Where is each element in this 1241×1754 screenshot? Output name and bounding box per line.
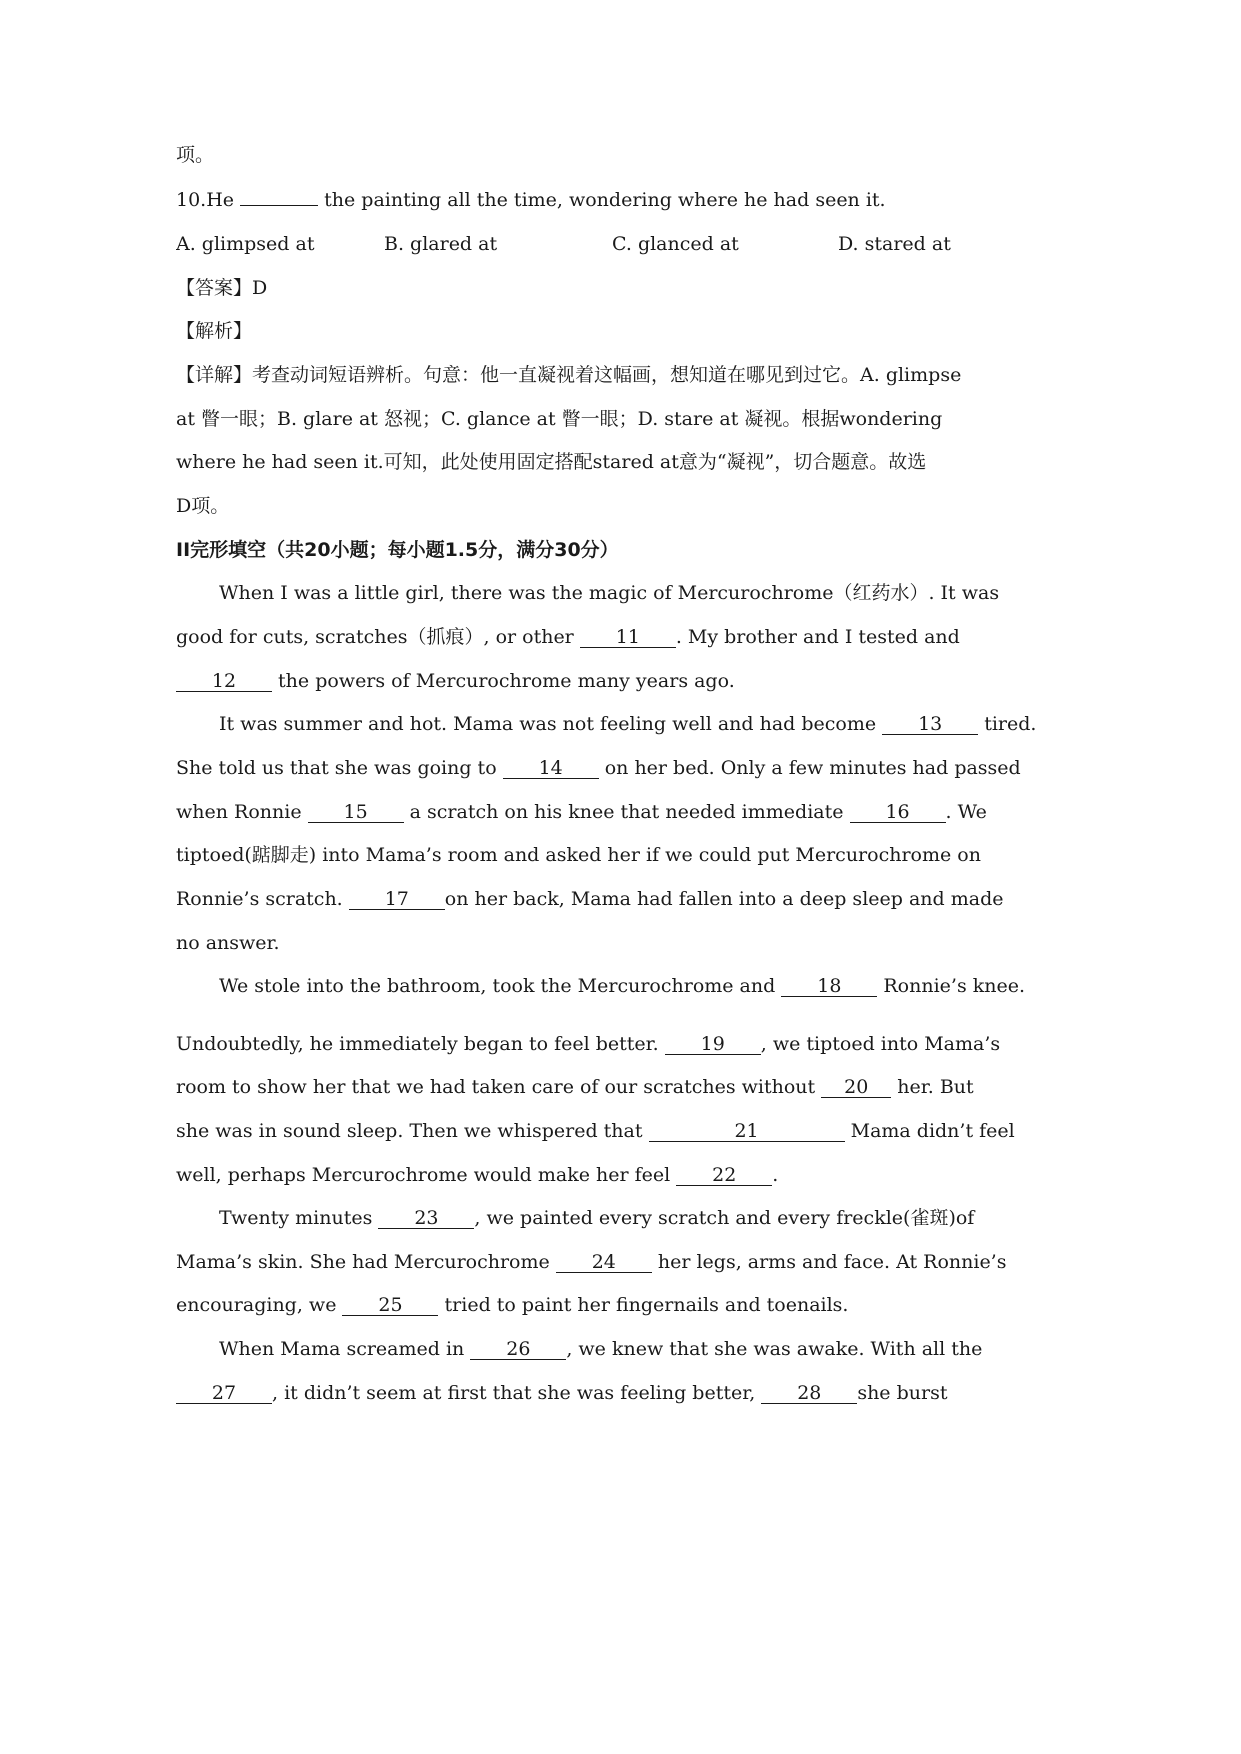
option-b: B. glared at [384, 233, 498, 255]
text-segment: We stole into the bathroom, took the Mercurochrome and [219, 975, 776, 997]
question-10-options [176, 232, 1081, 256]
passage-p2-line-3 [176, 800, 1081, 824]
text-segment: , we tiptoed into Mama’s [760, 1033, 1001, 1055]
blank-25: 25 [342, 1295, 438, 1316]
text-segment: good for cuts, scratches（抓痕）, or other [176, 626, 574, 648]
blank-22: 22 [676, 1165, 772, 1186]
blank-18: 18 [781, 976, 877, 997]
question-blank [240, 205, 318, 206]
passage-p4-line-1 [219, 1206, 1081, 1230]
passage-p3-line-3 [176, 1075, 1081, 1099]
blank-12: 12 [176, 671, 272, 692]
text-segment: she was in sound sleep. Then we whispered that [176, 1120, 643, 1142]
text-segment: when Ronnie [176, 801, 302, 823]
blank-16: 16 [850, 802, 946, 823]
detail-line-4: D项。 [176, 495, 230, 517]
passage-p3-line-5 [176, 1163, 1081, 1187]
text-segment: encouraging, we [176, 1294, 337, 1316]
text-segment: When Mama screamed in [219, 1338, 465, 1360]
text-segment: Mama didn’t feel [850, 1120, 1015, 1142]
blank-13: 13 [882, 714, 978, 735]
blank-20: 20 [821, 1077, 891, 1098]
text-segment: , it didn’t seem at first that she was feeling better, [272, 1382, 756, 1404]
detail-line-1 [176, 363, 1081, 387]
blank-15: 15 [308, 802, 404, 823]
text-segment: on her bed. Only a few minutes had passed [604, 757, 1021, 779]
passage-p4-line-2 [176, 1250, 1081, 1274]
question-text-pre: He [206, 189, 235, 211]
passage-p3-line-4 [176, 1119, 1081, 1143]
answer-value: D [252, 277, 268, 299]
blank-17: 17 [349, 889, 445, 910]
text-segment: Ronnie’s knee. [883, 975, 1026, 997]
blank-28: 28 [761, 1383, 857, 1404]
blank-14: 14 [503, 758, 599, 779]
question-10-stem [176, 188, 1081, 212]
option-d: D. stared at [838, 233, 951, 255]
blank-21: 21 [649, 1121, 845, 1142]
option-a: A. glimpsed at [176, 233, 315, 255]
text-segment: the powers of Mercurochrome many years ago. [278, 670, 735, 692]
blank-23: 23 [378, 1208, 474, 1229]
detail-line-3: where he had seen it.可知，此处使用固定搭配stared at意为“凝视”，切合题意。故选 [176, 451, 927, 473]
passage-p2-line-5 [176, 887, 1081, 911]
blank-24: 24 [556, 1252, 652, 1273]
blank-27: 27 [176, 1383, 272, 1404]
detail-text: 考查动词短语辨析。句意：他一直凝视着这幅画，想知道在哪见到过它。A. glimpse [252, 364, 962, 386]
text-segment: She told us that she was going to [176, 757, 497, 779]
passage-p5-line-2 [176, 1381, 1081, 1405]
text-segment: . My brother and I tested and [675, 626, 960, 648]
blank-26: 26 [470, 1339, 566, 1360]
blank-19: 19 [665, 1034, 761, 1055]
text-segment: , we painted every scratch and every freckle(雀斑)of [474, 1207, 975, 1229]
text-segment: a scratch on his knee that needed immediate [409, 801, 844, 823]
text-segment: Ronnie’s scratch. [176, 888, 343, 910]
previous-answer-fragment: 项。 [176, 144, 215, 166]
text-segment: It was summer and hot. Mama was not feeling well and had become [219, 713, 877, 735]
passage-p1-line-3 [176, 669, 1081, 693]
passage-p4-line-3 [176, 1293, 1081, 1317]
passage-p2-line-4: tiptoed(踮脚走) into Mama’s room and asked her if we could put Mercurochrome on [176, 844, 981, 866]
text-segment: Twenty minutes [219, 1207, 373, 1229]
answer-line [176, 276, 1081, 300]
detail-line-2: at 瞥一眼；B. glare at 怒视；C. glance at 瞥一眼；D. stare at 凝视。根据wondering [176, 408, 943, 430]
passage-p2-line-2 [176, 756, 1081, 780]
text-segment: . We [945, 801, 987, 823]
passage-p1-line-2 [176, 625, 1081, 649]
passage-p3-line-1 [219, 974, 1081, 998]
text-segment: Undoubtedly, he immediately began to feel better. [176, 1033, 659, 1055]
text-segment: on her back, Mama had fallen into a deep sleep and made [444, 888, 1004, 910]
section-heading: II完形填空（共20小题；每小题1.5分，满分30分） [176, 539, 619, 561]
passage-p1-line-1: When I was a little girl, there was the magic of Mercurochrome（红药水）. It was [219, 582, 1000, 604]
text-segment: her legs, arms and face. At Ronnie’s [657, 1251, 1007, 1273]
text-segment: well, perhaps Mercurochrome would make her feel [176, 1164, 671, 1186]
question-text-post: the painting all the time, wondering where he had seen it. [324, 189, 886, 211]
detail-label: 【详解】 [176, 364, 253, 386]
text-segment: room to show her that we had taken care of our scratches without [176, 1076, 816, 1098]
text-segment: . [772, 1164, 779, 1186]
text-segment: tired. [984, 713, 1037, 735]
text-segment: she burst [857, 1382, 948, 1404]
question-number: 10. [176, 189, 207, 211]
blank-11: 11 [580, 627, 676, 648]
text-segment: Mama’s skin. She had Mercurochrome [176, 1251, 550, 1273]
text-segment: her. But [897, 1076, 974, 1098]
analysis-label: 【解析】 [176, 320, 253, 342]
passage-p5-line-1 [219, 1337, 1081, 1361]
answer-label: 【答案】 [176, 277, 253, 299]
text-segment: tried to paint her fingernails and toenails. [444, 1294, 849, 1316]
passage-p2-line-1 [219, 712, 1081, 736]
option-c: C. glanced at [612, 233, 739, 255]
passage-p3-line-2 [176, 1032, 1081, 1056]
text-segment: , we knew that she was awake. With all the [566, 1338, 983, 1360]
passage-p2-line-6: no answer. [176, 932, 280, 954]
